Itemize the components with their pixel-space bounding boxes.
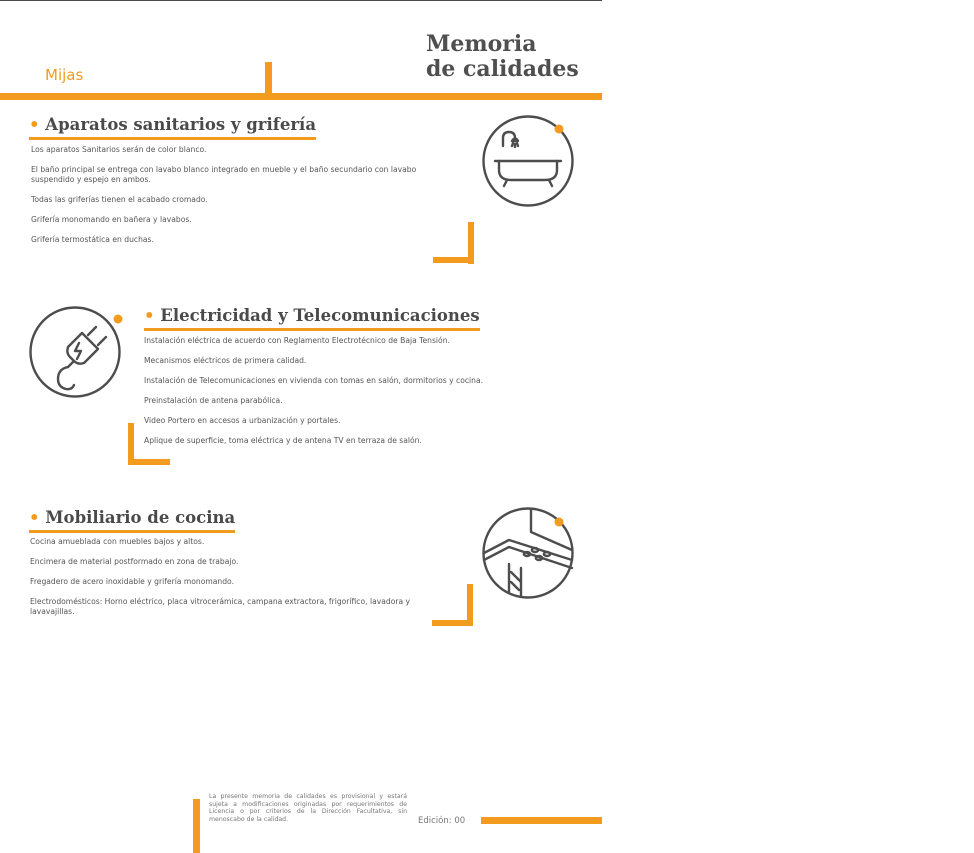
section-list-sanitarios <box>31 145 451 255</box>
footer-vertical-bar <box>193 799 200 853</box>
list-item: Instalación eléctrica de acuerdo con Reglamento Electrotécnico de Baja Tensión. <box>144 336 450 345</box>
heading-bullet: • <box>144 306 161 325</box>
bathtub-shower-icon <box>481 114 577 210</box>
section-list-electricidad <box>144 336 544 456</box>
page-title <box>426 32 579 82</box>
heading-text: Mobiliario de cocina <box>45 508 236 527</box>
list-item: Los aparatos Sanitarios serán de color blanco. <box>31 145 207 154</box>
corner-mark-horizontal <box>128 459 170 465</box>
corner-mark-horizontal <box>433 257 474 263</box>
list-item: Grifería monomando en bañera y lavabos. <box>31 214 192 224</box>
header-rule <box>0 93 602 100</box>
corner-mark-horizontal <box>432 620 473 626</box>
list-item: Preinstalación de antena parabólica. <box>144 396 283 405</box>
heading-text: Electricidad y Telecomunicaciones <box>160 306 480 325</box>
heading-text: Aparatos sanitarios y grifería <box>45 115 317 134</box>
top-border <box>0 0 602 1</box>
heading-bullet: • <box>29 508 46 527</box>
list-item: El baño principal se entrega con lavabo blanco integrado en mueble y el baño secundario con lavabo suspendido y espejo en ambos. <box>31 165 417 184</box>
list-item: Instalación de Telecomunicaciones en vivienda con tomas en salón, dormitorios y cocina. <box>144 376 484 385</box>
heading-bullet: • <box>29 115 46 134</box>
section-heading-sanitarios <box>29 115 316 140</box>
list-item: Mecanismos eléctricos de primera calidad. <box>144 356 307 365</box>
title-line-1: Memoria <box>426 31 537 57</box>
footer-disclaimer: La presente memoria de calidades es provisional y estará sujeta a modificaciones originadas por requerimientos de Licencia o por criterios de la Dirección Facultativa, sin menoscabo de la calidad. <box>209 793 407 823</box>
section-heading-electricidad <box>144 306 480 331</box>
list-item: Encimera de material postformado en zona de trabajo. <box>30 557 239 566</box>
list-item: Grifería termostática en duchas. <box>31 234 154 244</box>
kitchen-cooktop-icon <box>481 506 577 602</box>
section-heading-cocina <box>29 508 235 533</box>
list-item: Todas las griferías tienen el acabado cromado. <box>31 194 208 204</box>
electric-plug-icon <box>28 305 124 401</box>
edition-label: Edición: 00 <box>418 816 466 826</box>
section-list-cocina <box>30 537 450 627</box>
header-tick <box>265 62 272 96</box>
footer-rule <box>481 817 602 824</box>
list-item: Fregadero de acero inoxidable y grifería monomando. <box>30 577 234 586</box>
list-item: Aplique de superficie, toma eléctrica y de antena TV en terraza de salón. <box>144 436 422 445</box>
location-label: Mijas <box>45 66 84 84</box>
list-item: Video Portero en accesos a urbanización y portales. <box>144 416 341 425</box>
list-item: Cocina amueblada con muebles bajos y altos. <box>30 537 205 546</box>
list-item: Electrodomésticos: Horno eléctrico, placa vitrocerámica, campana extractora, frigorífico, lavadora y lavavajillas. <box>30 597 411 616</box>
title-line-2: de calidades <box>426 56 579 82</box>
